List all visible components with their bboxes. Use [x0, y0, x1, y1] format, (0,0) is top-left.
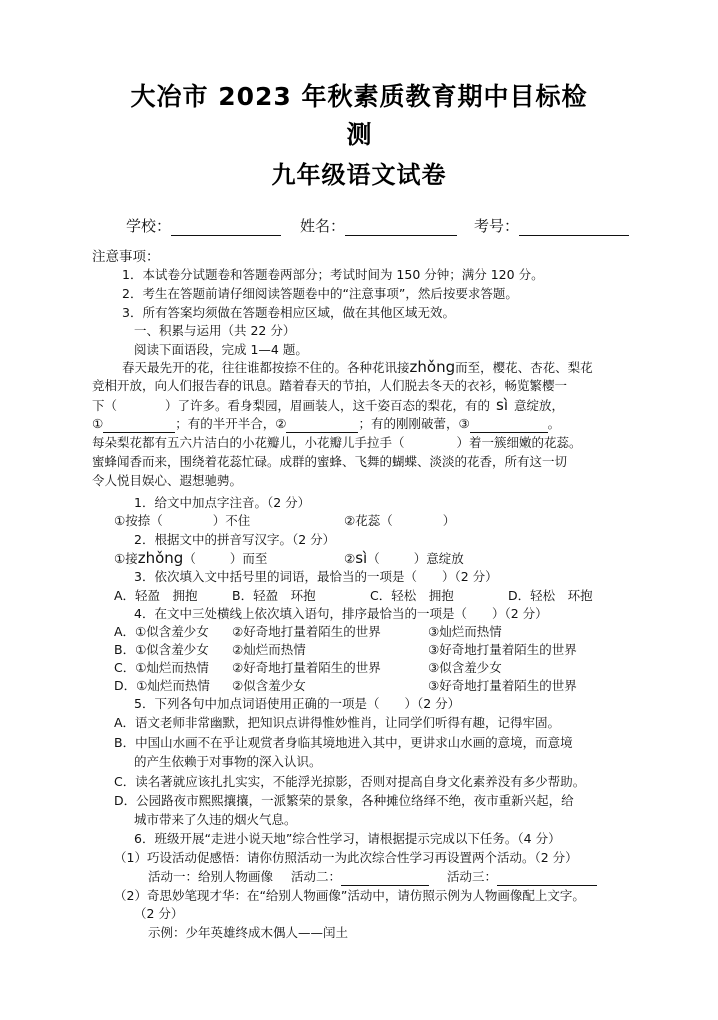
question-5-option-c[interactable]: C．读名著就应该扎扎实实，不能浮光掠影，否则对提高自身文化素养没有多少帮助。 — [114, 774, 586, 789]
question-5-option-b-cont: 的产生依赖于对事物的深入认识。 — [134, 754, 322, 769]
passage-line: 下（ ）了许多。看身梨园，眉画装人，这千姿百态的梨花，有的 sì 意绽放， — [92, 396, 565, 414]
notice-item: 3．所有答案均须做在答题卷相应区域，做在其他区域无效。 — [122, 305, 455, 320]
notice-heading: 注意事项： — [92, 249, 160, 265]
pinyin-zhong: zhǒng — [409, 358, 456, 376]
exam-title-continued: 测 — [346, 120, 372, 149]
answer-blank-1[interactable] — [103, 418, 175, 433]
question-4-option-a[interactable]: A．①似含羞少女 — [114, 624, 209, 639]
passage-line: 春天最先开的花，往往谁都按捺不住的。各种花讯接zhǒng而至，樱花、杏花、梨花 — [122, 358, 593, 376]
example-text: 示例：少年英雄终成木偶人——闰土 — [148, 925, 349, 940]
question-4-option-a: ②好奇地打量着陌生的世界 — [232, 624, 381, 639]
reading-instruction: 阅读下面语段，完成 1—4 题。 — [134, 342, 308, 357]
question-3-option-b[interactable]: B．轻盈 环抱 — [232, 588, 316, 603]
question-4-option-d: ③好奇地打量着陌生的世界 — [428, 678, 577, 693]
pinyin-si: sì — [496, 396, 509, 414]
question-4-option-d: ②似含羞少女 — [232, 678, 306, 693]
question-1-stem: 1．给文中加点字注音。（2 分） — [134, 495, 311, 510]
question-3-option-a[interactable]: A．轻盈 拥抱 — [114, 588, 198, 603]
exam-number-field[interactable]: 考号： — [474, 216, 629, 236]
question-5-option-d-cont: 城市带来了久违的烟火气息。 — [134, 812, 297, 827]
passage-line: 竞相开放，向人们报告春的讯息。踏着春天的节拍，人们脱去冬天的衣衫，畅览繁樱一 — [92, 378, 568, 393]
question-6-part-2-points: （2 分） — [134, 906, 184, 921]
name-field[interactable]: 姓名： — [300, 216, 457, 236]
exam-number-blank[interactable] — [519, 219, 629, 236]
question-5-stem: 5．下列各句中加点词语使用正确的一项是（ ）（2 分） — [134, 696, 461, 711]
passage-line: 每朵梨花都有五六片洁白的小花瓣儿，小花瓣儿手拉手（ ）着一簇细嫩的花蕊。 — [92, 435, 582, 450]
section-heading: 一、积累与运用（共 22 分） — [134, 323, 296, 338]
question-6-part-1: （1）巧设活动促感悟：请你仿照活动一为此次综合性学习再设置两个活动。（2 分） — [114, 850, 578, 865]
question-6-stem: 6．班级开展“走进小说天地”综合性学习，请根据提示完成以下任务。（4 分） — [134, 831, 561, 846]
question-2-part-a[interactable]: ①接zhǒng（ ）而至 — [114, 549, 268, 567]
question-4-option-c: ③似含羞少女 — [428, 660, 502, 675]
question-2-stem: 2．根据文中的拼音写汉字。（2 分） — [134, 532, 336, 547]
question-3-option-c[interactable]: C．轻松 拥抱 — [370, 588, 454, 603]
question-1-part-b[interactable]: ②花蕊（ ） — [344, 513, 456, 528]
question-6-part-2: （2）奇思妙笔现才华：在“给别人物画像”活动中，请仿照示例为人物画像配上文字。 — [114, 888, 585, 903]
question-4-option-b: ③好奇地打量着陌生的世界 — [428, 642, 577, 657]
question-4-option-a: ③灿烂而热情 — [428, 624, 502, 639]
answer-blank-3[interactable] — [470, 418, 548, 433]
exam-subtitle: 九年级语文试卷 — [271, 161, 447, 189]
question-4-option-c[interactable]: C．①灿烂而热情 — [114, 660, 209, 675]
name-blank[interactable] — [345, 219, 457, 236]
question-3-stem: 3．依次填入文中括号里的词语，最恰当的一项是（ ）（2 分） — [134, 569, 498, 584]
question-2-part-b[interactable]: ②sì（ ）意绽放 — [344, 549, 464, 567]
question-4-option-d[interactable]: D．①灿烂而热情 — [114, 678, 210, 693]
answer-blank-2[interactable] — [286, 418, 358, 433]
question-3-option-d[interactable]: D．轻松 环抱 — [508, 588, 593, 603]
school-blank[interactable] — [171, 219, 281, 236]
passage-line: 令人悦目娱心、遐想驰骋。 — [92, 473, 243, 488]
activity-3-blank[interactable] — [497, 871, 597, 886]
question-4-option-b: ②灿烂而热情 — [232, 642, 306, 657]
question-4-stem: 4．在文中三处横线上依次填入语句，排序最恰当的一项是（ ）（2 分） — [134, 606, 548, 621]
activity-row: 活动一：给别人物画像 活动二： 活动三： — [148, 868, 597, 886]
activity-2-blank[interactable] — [341, 871, 429, 886]
passage-line: 蜜蜂闻香而来，围绕着花蕊忙碌。成群的蜜蜂、飞舞的蝴蝶、淡淡的花香，所有这一切 — [92, 454, 568, 469]
passage-line: ① ；有的半开半合，② ；有的刚刚破蕾，③ 。 — [92, 416, 561, 431]
question-4-option-c: ②好奇地打量着陌生的世界 — [232, 660, 381, 675]
question-5-option-d[interactable]: D．公园路夜市熙熙攘攘，一派繁荣的景象，各种摊位络绎不绝，夜市重新兴起，给 — [114, 793, 574, 808]
school-field[interactable]: 学校： — [126, 216, 281, 236]
question-5-option-a[interactable]: A．语文老师非常幽默，把知识点讲得惟妙惟肖，让同学们听得有趣，记得牢固。 — [114, 715, 561, 730]
question-4-option-b[interactable]: B．①似含羞少女 — [114, 642, 209, 657]
question-5-option-b[interactable]: B．中国山水画不在乎让观赏者身临其境地进入其中，更讲求山水画的意境，而意境 — [114, 735, 573, 750]
notice-item: 2．考生在答题前请仔细阅读答题卷中的“注意事项”，然后按要求答题。 — [122, 286, 518, 301]
exam-title: 大冶市 2023 年秋素质教育期中目标检 — [130, 82, 588, 111]
question-1-part-a[interactable]: ①按捺（ ）不住 — [114, 513, 251, 528]
notice-item: 1．本试卷分试题卷和答题卷两部分；考试时间为 150 分钟；满分 120 分。 — [122, 267, 544, 282]
